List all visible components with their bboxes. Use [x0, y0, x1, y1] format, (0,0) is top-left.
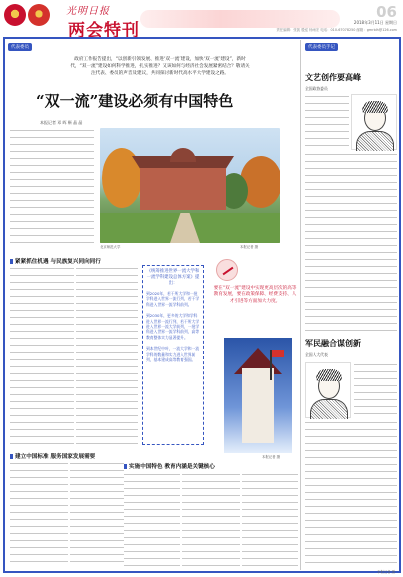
quote-box-title: 《统筹推进世界一流大学和一流学科建设总体方案》提出：	[146, 269, 200, 286]
quote-box-item: 到本世纪中叶，一流大学和一流学科的数量和实力进入世界前列，基本建成高等教育强国。	[146, 346, 200, 363]
sidebar-article-2-author: 全国人大代表	[305, 352, 328, 357]
headline: “双一流”建设必须有中国特色	[36, 92, 234, 110]
date-line: 2018年3月11日 星期日	[353, 20, 397, 25]
campus-photo	[100, 128, 280, 243]
photo-caption: 北京师范大学	[100, 245, 121, 249]
body-text-column-3	[10, 461, 68, 567]
body-text-column-7	[242, 472, 298, 567]
paper-name: 光明日报	[66, 6, 110, 17]
pen-stamp-icon	[216, 259, 238, 281]
quote-box-item: 到2030年，更多的大学和学科进入世界一流行列，若干所大学进入世界一流大学前列，一批学科进入世界一流学科前列，高等教育整体实力显著提升。	[146, 313, 200, 340]
subhead-1: 紧紧抓住机遇 与民族复兴同向同行	[10, 257, 101, 265]
sidebar-article-2-text	[305, 420, 397, 566]
byline: 本报记者 邓 晖 靳 晶 晶	[40, 120, 83, 125]
sidebar-article-2-title: 军民融合谋创新	[305, 339, 361, 348]
photo-credit: 本报记者 摄	[240, 245, 259, 249]
quote-box-item: 到2020年，若干所大学和一批学科进入世界一流行列，若干学科进入世界一流学科前列。	[146, 291, 200, 307]
section-title: 两会特刊	[68, 21, 140, 41]
masthead	[0, 0, 403, 41]
body-text-left-column	[10, 128, 94, 246]
author-portrait-2	[305, 362, 351, 418]
subhead-2: 建立中国标准 服务国家发展需要	[10, 452, 95, 460]
body-text-column-6	[182, 472, 240, 567]
body-text-column-2	[76, 266, 138, 448]
author-portrait-1	[351, 94, 397, 150]
decorative-ribbon	[140, 10, 340, 28]
sidebar-article-1-title: 文艺创作要高峰	[305, 73, 361, 82]
page-number: 06	[376, 3, 397, 21]
footer-credit: 本报记者 摄	[376, 570, 395, 574]
sidebar-article-2-text-right	[354, 362, 397, 418]
tower-photo	[224, 338, 292, 453]
lead-paragraph: 政府工作报告提出，“以创新引领发展、推进‘双一流’建设，加快‘双一流’建设”，新时代，“双一流”建设如何科学推进，扎实推进？又该如何与经济社会发展紧密结合？敬请关注代表、委员的声音及建议，共同探讨新时代高水平大学建设之路。	[70, 57, 250, 76]
body-text-column-5	[124, 472, 180, 567]
photo2-credit: 本报记者 摄	[262, 455, 281, 459]
sidebar-article-1-text-left	[305, 94, 349, 150]
sidebar-article-2-text-top	[305, 300, 397, 334]
policy-quote-box	[142, 265, 204, 445]
pull-quote: 要在“双一流”建设中实现更高层次的高等教育发展，要在政策保障、经费支持、人才引进等方面加大力度。	[213, 286, 297, 304]
subhead-3: 实施中国特色 教育内涵是关键核心	[124, 462, 215, 470]
sidebar-tag: 代表委员手记	[305, 43, 338, 51]
sidebar-section-divider	[304, 296, 398, 297]
body-text-column-4	[70, 461, 124, 567]
party-emblem-icon	[28, 4, 50, 26]
body-text-column-1	[10, 266, 74, 448]
sidebar-article-1-author: 全国政协委员	[305, 86, 328, 91]
sidebar-article-1-text	[305, 152, 397, 292]
sidebar-divider	[300, 40, 301, 570]
section-tag: 代表委员	[8, 43, 32, 51]
national-emblem-icon	[4, 4, 26, 26]
contact-line: 责任编辑：张凯 殷泓 杨雨宏 电话：010-67078250 邮箱：gmrblh@126.com	[276, 28, 397, 32]
flag-icon	[270, 350, 272, 380]
